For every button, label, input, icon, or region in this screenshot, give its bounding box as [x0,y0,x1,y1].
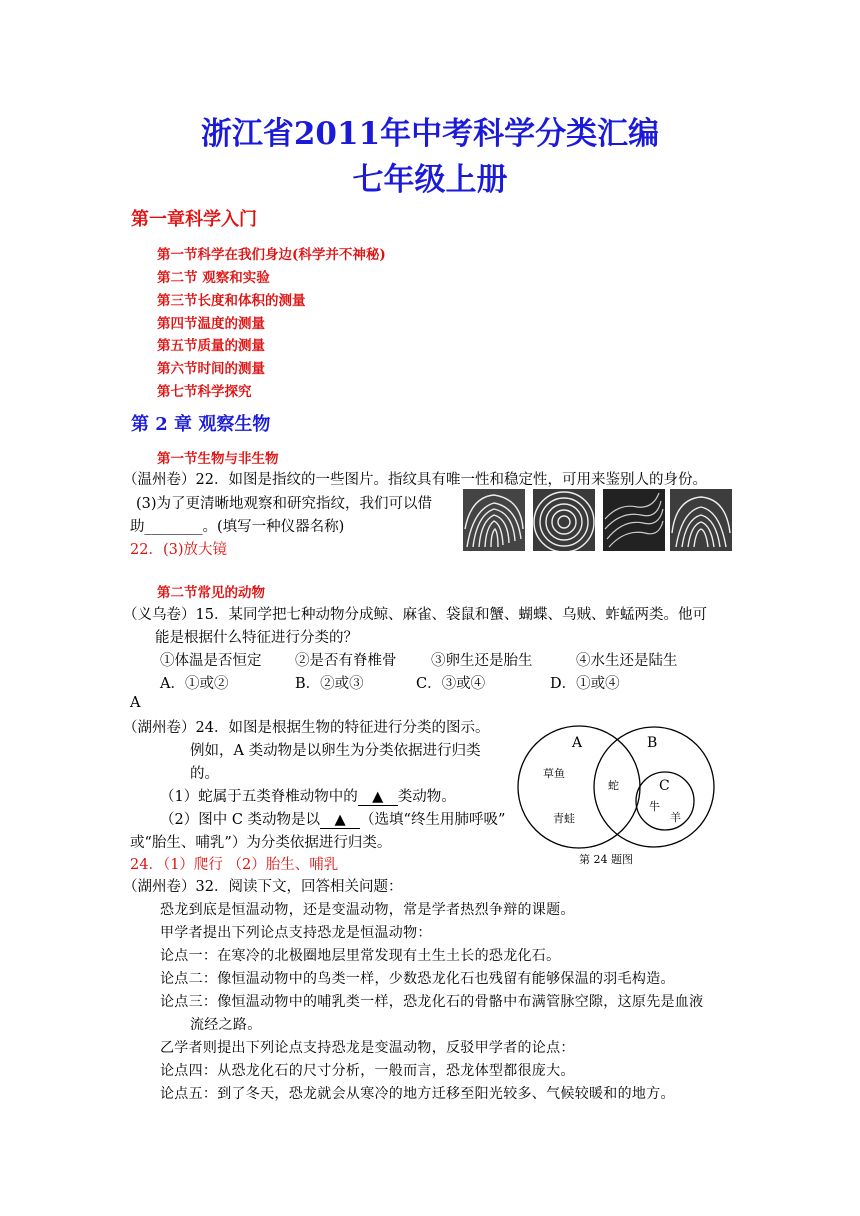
q22-line1: (3)为了更清晰地观察和研究指纹，我们可以借 [136,496,433,512]
q15-line2: 能是根据什么特征进行分类的？ [155,630,358,646]
document-subtitle: 七年级上册 [352,162,508,198]
label-b: B [647,735,658,751]
chapter1-section: 第四节温度的测量 [157,316,265,332]
q15-choice: A．①或② [160,676,229,692]
q24-part2-text: （2）图中 C 类动物是以 [160,812,321,828]
q22-line2: 助________。(填写一种仪器名称) [130,519,345,535]
q15-choice: D．①或④ [550,676,620,692]
q15-answer: A [130,695,141,711]
q24-part1 [160,785,456,806]
venn-item-frog: 青蛙 [553,812,575,825]
q32-paragraph: 甲学者提出下列论点支持恐龙是恒温动物： [160,925,432,941]
q24-part2-tail: （选填“终生用肺呼吸” [360,812,506,828]
q32-intro: （湖州卷）32．阅读下文，回答相关问题： [123,879,403,895]
q32-argument-1: 论点一：在寒冷的北极圈地层里常发现有土生土长的恐龙化石。 [160,948,561,964]
chapter2-section1: 第一节生物与非生物 [157,451,279,467]
q15-option: ④水生还是陆生 [576,653,678,669]
label-a: A [572,735,583,751]
fingerprint-image-1 [463,489,525,551]
q22-intro: （温州卷）22．如图是指纹的一些图片。指纹具有唯一性和稳定性，可用来鉴别人的身份。 [123,472,707,488]
fingerprint-image-2 [533,489,595,551]
chapter1-section: 第三节长度和体积的测量 [157,293,306,309]
q15-choice: C．③或④ [416,676,486,692]
q24-line2: 例如，A 类动物是以卵生为分类依据进行归类 [190,743,481,759]
classification-venn-diagram [515,725,730,850]
q15-choice: B．②或③ [295,676,364,692]
q24-line1: （湖州卷）24．如图是根据生物的特征进行分类的图示。 [123,720,490,736]
q32-paragraph: 乙学者则提出下列论点支持恐龙是变温动物，反驳甲学者的论点： [160,1040,575,1056]
venn-item-snake: 蛇 [608,779,619,792]
q32-paragraph: 恐龙到底是恒温动物，还是变温动物，常是学者热烈争辩的课题。 [160,902,575,918]
q24-part2-line2: 或“胎生、哺乳”）为分类依据进行归类。 [130,835,392,851]
venn-item-grass-carp: 草鱼 [543,767,565,780]
q24-blank2: ▲ [320,812,360,829]
venn-item-sheep: 羊 [670,811,681,824]
q24-blank1: ▲ [358,789,398,806]
q32-argument-5: 论点五：到了冬天，恐龙就会从寒冷的地方迁移至阳光较多、气候较暖和的地方。 [160,1086,675,1102]
q22-answer: 22．(3)放大镜 [130,542,227,558]
chapter1-section: 第七节科学探究 [157,384,252,400]
document-title: 浙江省2011年中考科学分类汇编 [200,116,660,152]
q15-line1: （义乌卷）15．某同学把七种动物分成鲸、麻雀、袋鼠和蟹、蝴蝶、乌贼、蚱蜢两类。他可 [123,607,707,623]
label-c: C [659,778,670,794]
chapter1-section: 第二节 观察和实验 [157,270,270,286]
chapter1-section: 第一节科学在我们身边(科学并不神秘) [157,247,386,263]
fingerprint-image-3 [603,489,665,551]
chapter1-section: 第五节质量的测量 [157,338,265,354]
chapter1-heading: 第一章科学入门 [131,209,257,230]
q24-line3: 的。 [190,766,219,782]
q32-argument-3: 论点三：像恒温动物中的哺乳类一样，恐龙化石的骨骼中布满管脉空隙，这原先是血液 [160,994,704,1010]
q15-option: ③卵生还是胎生 [431,653,533,669]
q32-argument-2: 论点二：像恒温动物中的鸟类一样，少数恐龙化石也残留有能够保温的羽毛构造。 [160,971,675,987]
q24-part1-tail: 类动物。 [397,789,456,805]
fingerprint-image-4 [670,489,732,551]
venn-item-cow: 牛 [649,800,660,813]
q32-argument-3-cont: 流经之路。 [190,1017,262,1033]
q24-part2 [160,808,505,829]
q15-option: ①体温是否恒定 [160,653,262,669]
q32-argument-4: 论点四：从恐龙化石的尺寸分析，一般而言，恐龙体型都很庞大。 [160,1063,575,1079]
q15-option: ②是否有脊椎骨 [295,653,397,669]
venn-caption: 第 24 题图 [579,853,633,866]
chapter2-heading: 第 2 章 观察生物 [131,414,271,435]
chapter1-section: 第六节时间的测量 [157,361,265,377]
q24-part1-text: （1）蛇属于五类脊椎动物中的 [160,789,358,805]
chapter2-section2: 第二节常见的动物 [157,585,265,601]
q24-answer: 24．（1）爬行 （2）胎生、哺乳 [130,857,339,873]
